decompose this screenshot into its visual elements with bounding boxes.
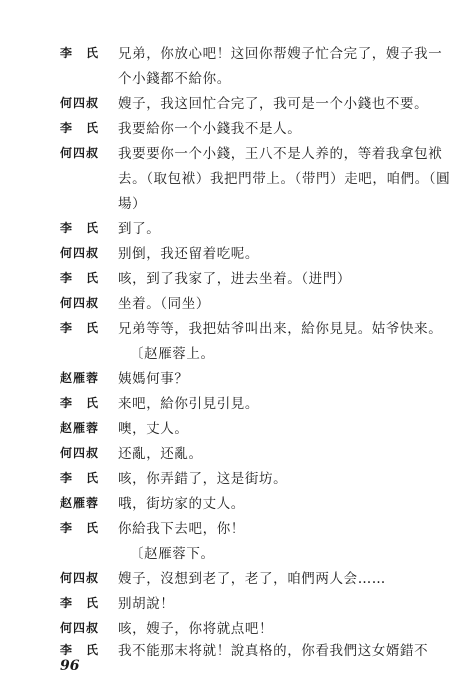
speaker-name: 何四叔 — [60, 570, 100, 585]
dialogue-text: 还亂，还亂。 — [118, 446, 203, 462]
dialogue-text: 别胡說！ — [118, 596, 175, 612]
dialogue-line — [60, 441, 440, 463]
speaker-name: 何四叔 — [60, 295, 100, 310]
dialogue-line — [60, 566, 440, 588]
stage-direction — [130, 341, 463, 363]
dialogue-line — [60, 616, 440, 638]
speaker-name: 李 氏 — [60, 395, 100, 410]
dialogue-line — [60, 241, 440, 263]
dialogue-line — [60, 266, 440, 288]
speaker-name: 何四叔 — [60, 245, 100, 260]
speaker-name: 赵雁蓉 — [60, 495, 100, 510]
speaker-name: 何四叔 — [60, 445, 100, 460]
stage-direction-text: 〔赵雁蓉上。 — [130, 346, 215, 362]
speaker-name: 李 氏 — [60, 470, 100, 485]
dialogue-line — [60, 591, 440, 613]
dialogue-line — [60, 416, 440, 438]
speaker-name: 赵雁蓉 — [60, 370, 100, 385]
speaker-name: 何四叔 — [60, 145, 100, 160]
dialogue-text: 我要給你一个小錢我不是人。 — [118, 121, 302, 137]
dialogue-text: 咳，你弄錯了，这是街坊。 — [118, 471, 288, 487]
speaker-name: 李 氏 — [60, 45, 100, 60]
stage-direction — [130, 541, 463, 563]
dialogue-line — [60, 466, 440, 488]
speaker-name: 李 氏 — [60, 595, 100, 610]
dialogue-text: 个小錢都不給你。 — [118, 71, 231, 87]
dialogue-text: 噢，丈人。 — [118, 421, 189, 437]
speaker-name: 李 氏 — [60, 220, 100, 235]
dialogue-text: 兄弟，你放心吧！这回你帮嫂子忙合完了，嫂子我一 — [118, 46, 443, 62]
speaker-name: 李 氏 — [60, 320, 100, 335]
dialogue-text: 你給我下去吧，你！ — [118, 521, 245, 537]
dialogue-text: 到了。 — [118, 221, 161, 237]
dialogue-line — [60, 316, 443, 338]
speaker-name: 何四叔 — [60, 620, 100, 635]
dialogue-text: 坐着。（同坐） — [118, 296, 210, 312]
speaker-name: 何四叔 — [60, 95, 100, 110]
dialogue-text: 兄弟等等，我把姑爷叫出来，給你見見。姑爷快来。 — [118, 321, 443, 337]
dialogue-text: 姨媽何事？ — [118, 371, 189, 387]
dialogue-text: 咳，嫂子，你将就点吧！ — [118, 621, 274, 637]
speaker-name: 李 氏 — [60, 520, 100, 535]
dialogue-line — [60, 291, 440, 313]
dialogue-line — [60, 91, 440, 113]
dialogue-line — [60, 491, 440, 513]
dialogue-text: 哦，街坊家的丈人。 — [118, 496, 245, 512]
dialogue-continuation — [118, 191, 463, 213]
dialogue-line — [60, 638, 440, 660]
dialogue-text: 我要要你一个小錢，王八不是人养的，等着我拿包袱 — [118, 146, 443, 162]
dialogue-text: 場） — [118, 196, 147, 212]
page-number: 96 — [60, 658, 80, 674]
speaker-name: 赵雁蓉 — [60, 420, 100, 435]
dialogue-text: 我不能那末将就！說真格的，你看我們这女婿錯不 — [118, 643, 429, 659]
dialogue-line — [60, 216, 440, 238]
dialogue-text: 咳，到了我家了，进去坐着。（进門） — [118, 271, 351, 287]
speaker-name: 李 氏 — [60, 642, 100, 657]
dialogue-continuation — [118, 66, 463, 88]
speaker-name: 李 氏 — [60, 270, 100, 285]
dialogue-text: 去。（取包袱）我把門带上。（带門）走吧，咱們。（圓 — [118, 171, 451, 187]
dialogue-line — [60, 391, 440, 413]
speaker-name: 李 氏 — [60, 120, 100, 135]
dialogue-text: 来吧，給你引見引見。 — [118, 396, 259, 412]
dialogue-line — [60, 516, 440, 538]
dialogue-continuation — [118, 166, 463, 188]
dialogue-line — [60, 41, 443, 63]
dialogue-line — [60, 116, 440, 138]
dialogue-text: 嫂子，沒想到老了，老了，咱們两人会…… — [118, 571, 386, 587]
dialogue-text: 嫂子，我这回忙合完了，我可是一个小錢也不要。 — [118, 96, 429, 112]
dialogue-line — [60, 366, 440, 388]
dialogue-text: 别倒，我还留着吃呢。 — [118, 246, 259, 262]
stage-direction-text: 〔赵雁蓉下。 — [130, 546, 215, 562]
dialogue-line — [60, 141, 443, 163]
